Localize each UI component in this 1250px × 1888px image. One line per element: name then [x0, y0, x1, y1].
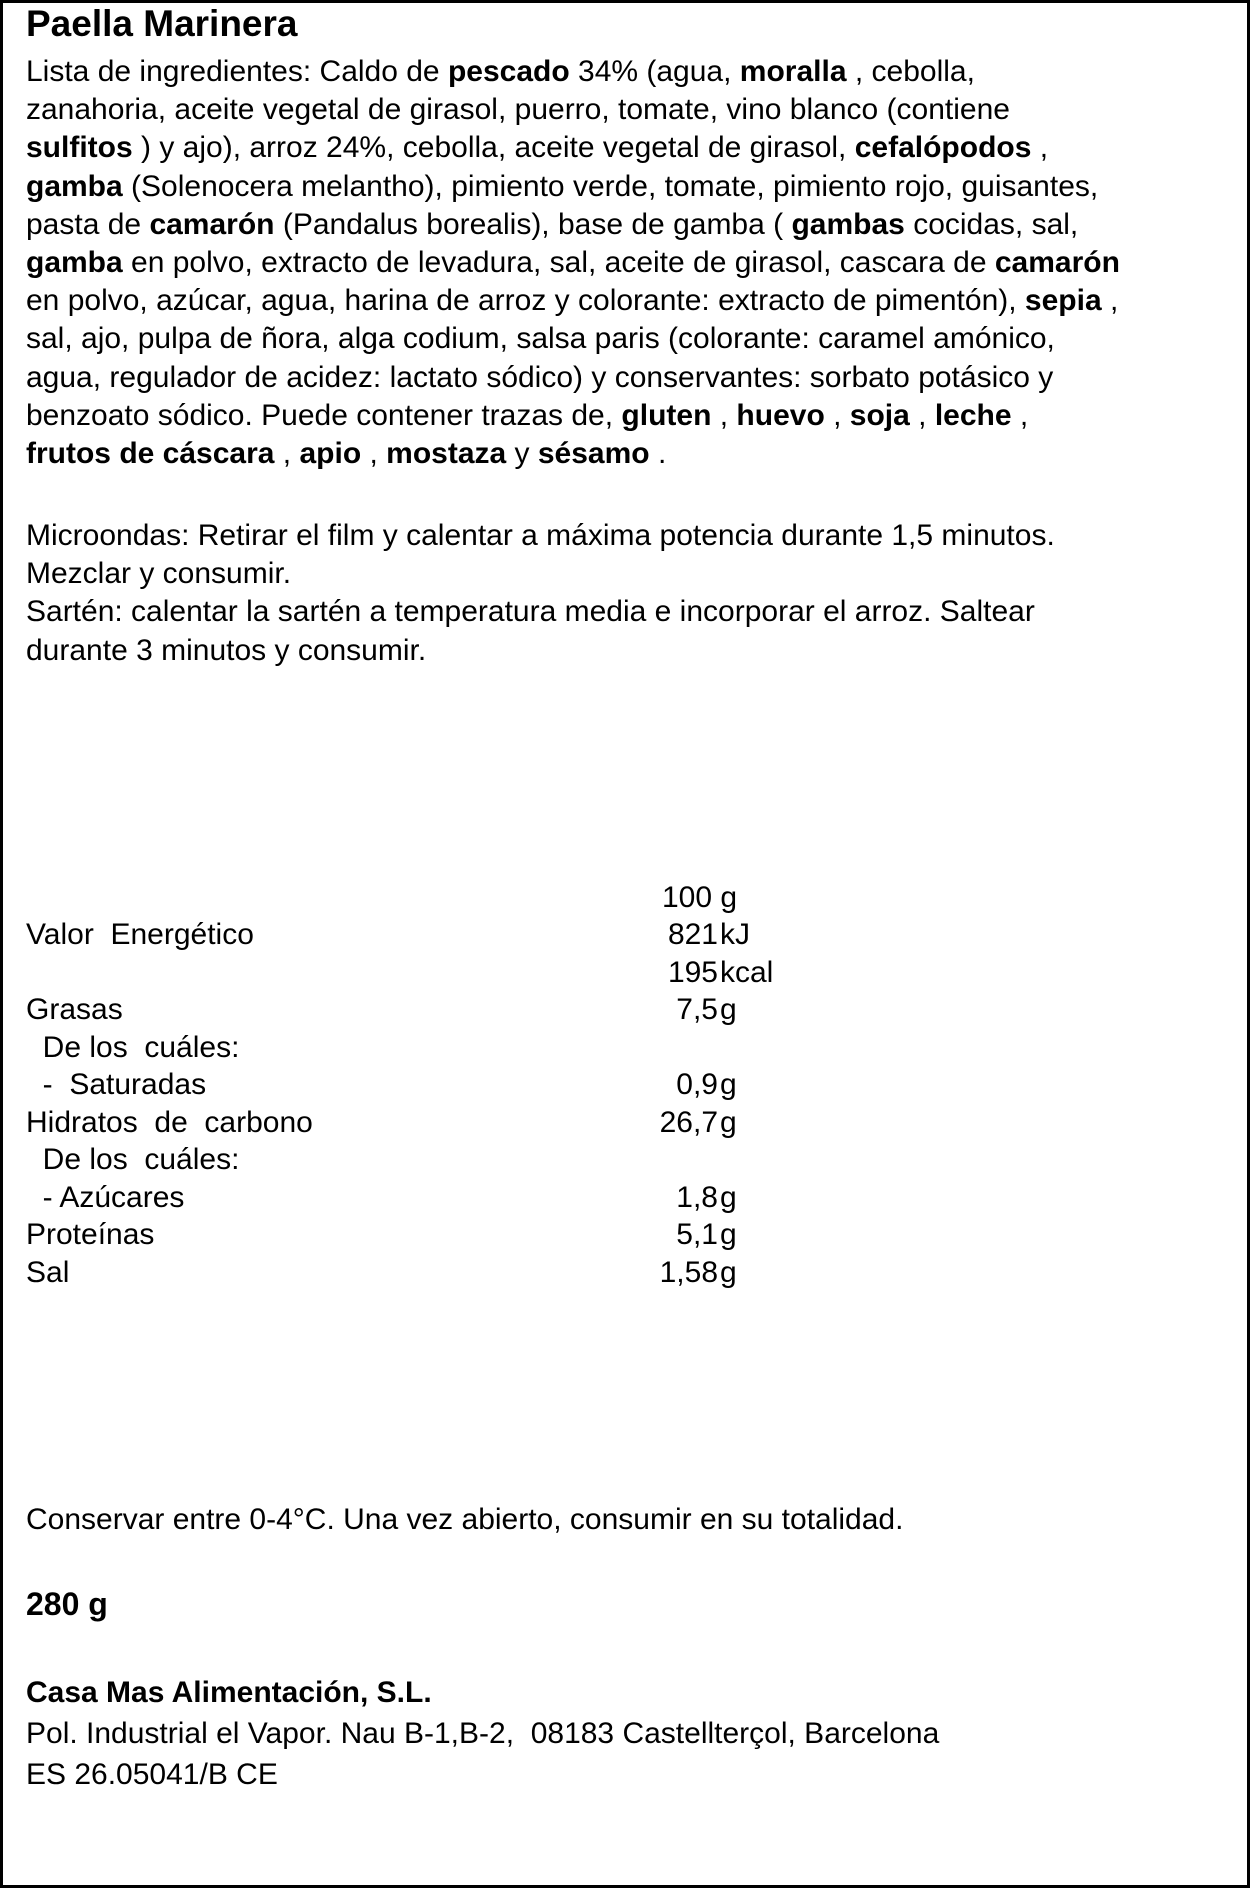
ingredient-text: , cebolla,	[846, 55, 975, 88]
storage-text: Conservar entre 0-4°C. Una vez abierto, consumir en su totalidad.	[26, 1503, 904, 1536]
ingredients-line	[26, 206, 1120, 244]
ingredient-text: zanahoria, aceite vegetal de girasol, puerro, tomate, vino blanco (contiene	[26, 93, 1010, 127]
ingredients-line	[26, 91, 1120, 129]
allergen-text: leche	[934, 398, 1012, 432]
ingredient-text: benzoato sódico. Puede contener trazas de,	[26, 398, 622, 432]
ingredient-text: y	[506, 436, 538, 470]
preparation-line: durante 3 minutos y consumir.	[26, 633, 427, 667]
ingredients-line	[26, 435, 1120, 473]
ingredient-text: ,	[361, 436, 387, 470]
nutrient-label: - Saturadas	[26, 1068, 207, 1101]
nutrient-value: 821	[667, 918, 718, 951]
nutrient-label: Grasas	[26, 993, 123, 1026]
nutrient-unit: g	[720, 1218, 737, 1251]
nutrient-amount	[556, 1104, 737, 1141]
nutrient-unit: g	[720, 1255, 737, 1289]
nutrition-row	[26, 1104, 926, 1141]
ingredient-text: Lista de ingredientes: Caldo de	[26, 55, 448, 88]
ingredient-text: ) y ajo), arroz 24%, cebolla, aceite vegetal de girasol,	[132, 131, 855, 165]
allergen-text: frutos de cáscara	[26, 436, 275, 470]
ingredient-text: ,	[1011, 398, 1029, 432]
ingredient-text: ,	[274, 436, 300, 470]
ingredient-text: ,	[1031, 131, 1049, 165]
nutrient-value: 195	[667, 955, 718, 989]
company-name: Casa Mas Alimentación, S.L.	[26, 1676, 432, 1709]
allergen-text: soja	[849, 398, 910, 432]
nutrient-label: Hidratos de carbono	[26, 1105, 313, 1139]
nutrient-amount	[556, 991, 737, 1028]
net-weight: 280 g	[26, 1586, 108, 1622]
ingredient-text: (Pandalus borealis), base de gamba (	[274, 207, 792, 241]
preparation-line: Mezclar y consumir.	[26, 557, 292, 591]
nutrition-row	[26, 991, 926, 1028]
nutrition-row	[26, 1029, 926, 1066]
allergen-text: gluten	[621, 398, 712, 432]
nutrition-row	[26, 1254, 926, 1291]
allergen-text: gamba	[26, 169, 123, 203]
nutrient-amount	[556, 1254, 737, 1291]
ingredients-line	[26, 359, 1120, 397]
ingredient-text: en polvo, extracto de levadura, sal, aceite de girasol, cascara de	[122, 245, 995, 279]
ingredient-text: agua, regulador de acidez: lactato sódico) y conservantes: sorbato potásico y	[26, 360, 1054, 394]
ingredient-text: (Solenocera melantho), pimiento verde, tomate, pimiento rojo, guisantes,	[122, 169, 1099, 203]
nutrient-unit: g	[720, 1105, 737, 1139]
ingredients-line	[26, 397, 1120, 435]
ingredient-text: ,	[909, 398, 935, 432]
allergen-text: camarón	[994, 245, 1120, 279]
nutrient-value: 26,7	[659, 1105, 718, 1139]
nutrition-row	[26, 1141, 926, 1178]
nutrient-value: 0,9	[676, 1068, 718, 1101]
nutrition-row	[26, 1179, 926, 1216]
ingredients-line	[26, 282, 1120, 320]
nutrient-unit: g	[720, 1180, 737, 1214]
allergen-text: sulfitos	[26, 131, 133, 165]
ingredient-text: 34% (agua,	[569, 55, 740, 88]
ingredients-line	[26, 168, 1120, 206]
nutrient-amount	[556, 1216, 737, 1253]
allergen-text: mostaza	[386, 436, 507, 470]
nutrition-header-row	[26, 879, 926, 916]
allergen-text: huevo	[736, 398, 825, 432]
nutrition-row	[26, 916, 926, 953]
allergen-text: cefalópodos	[854, 131, 1032, 165]
nutrition-row	[26, 1066, 926, 1103]
company-address: Pol. Industrial el Vapor. Nau B-1,B-2, 08183 Castellterçol, Barcelona	[26, 1717, 940, 1750]
nutrient-value: 7,5	[676, 993, 718, 1026]
nutrient-amount	[556, 954, 773, 991]
nutrition-serving: 100 g	[662, 881, 738, 914]
allergen-text: gamba	[26, 245, 123, 279]
ingredient-text: ,	[711, 398, 737, 432]
nutrient-label: Sal	[26, 1255, 70, 1289]
allergen-text: pescado	[447, 55, 570, 88]
nutrient-amount	[556, 916, 750, 953]
nutrition-row	[26, 1216, 926, 1253]
nutrient-label: De los cuáles:	[26, 1030, 240, 1064]
ingredient-text: cocidas, sal,	[904, 207, 1079, 241]
preparation-line: Sartén: calentar la sartén a temperatura media e incorporar el arroz. Saltear	[26, 595, 1035, 629]
nutrient-unit: kJ	[720, 918, 750, 951]
nutrient-amount	[556, 1066, 737, 1103]
allergen-text: camarón	[149, 207, 275, 241]
nutrient-value: 5,1	[676, 1218, 718, 1251]
nutrient-value: 1,58	[659, 1255, 718, 1289]
nutrient-unit: g	[720, 1068, 737, 1101]
allergen-text: sepia	[1024, 284, 1102, 318]
allergen-text: gambas	[791, 207, 905, 241]
registry-number: ES 26.05041/B CE	[26, 1758, 278, 1791]
allergen-text: moralla	[739, 55, 847, 88]
nutrient-label: De los cuáles:	[26, 1143, 240, 1176]
allergen-text: apio	[299, 436, 362, 470]
nutrition-row	[26, 954, 926, 991]
product-title: Paella Marinera	[26, 3, 298, 44]
ingredients-list	[26, 53, 1120, 473]
ingredient-text: ,	[1101, 284, 1119, 318]
ingredient-text: en polvo, azúcar, agua, harina de arroz y colorante: extracto de pimentón),	[26, 284, 1025, 318]
ingredients-line	[26, 244, 1120, 282]
nutrient-label: - Azúcares	[26, 1180, 185, 1214]
nutrient-label: Proteínas	[26, 1218, 155, 1251]
nutrient-amount	[556, 1179, 737, 1216]
preparation-instructions	[26, 517, 1055, 670]
ingredient-text: pasta de	[26, 207, 150, 241]
preparation-line: Microondas: Retirar el film y calentar a máxima potencia durante 1,5 minutos.	[26, 519, 1055, 552]
nutrient-label: Valor Energético	[26, 918, 254, 951]
nutrient-unit: kcal	[720, 955, 774, 989]
nutrient-value: 1,8	[676, 1180, 718, 1214]
allergen-text: sésamo	[537, 436, 650, 470]
ingredient-text: ,	[824, 398, 850, 432]
nutrient-unit: g	[720, 993, 737, 1026]
ingredients-line	[26, 129, 1120, 167]
ingredients-line	[26, 53, 1120, 91]
ingredients-line	[26, 320, 1120, 358]
ingredient-text: sal, ajo, pulpa de ñora, alga codium, salsa paris (colorante: caramel amónico,	[26, 322, 1055, 356]
ingredient-text: .	[649, 436, 667, 470]
